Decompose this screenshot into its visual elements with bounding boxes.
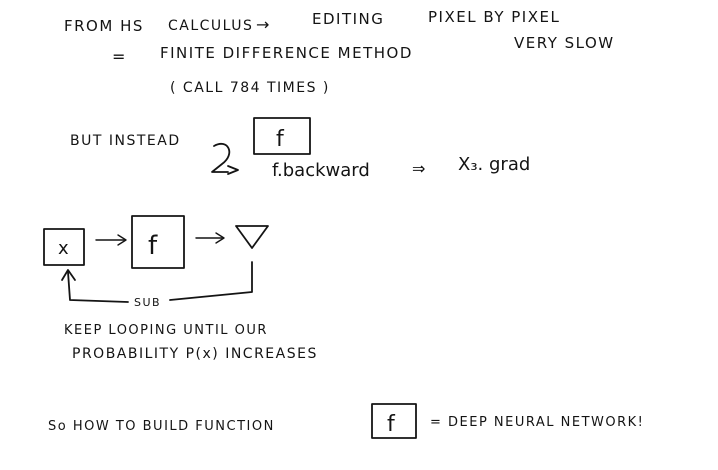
feedback-line-left: [68, 272, 128, 302]
deep-neural-network-text: = DEEP NEURAL NETWORK!: [430, 415, 645, 430]
x-box-label: x: [58, 238, 69, 259]
loop-diagram: [44, 216, 318, 362]
so-how-to-build-text: So HOW TO BUILD FUNCTION: [48, 419, 275, 434]
note-line-bottom: [48, 404, 644, 438]
calculus-text: CALCULUS: [168, 18, 254, 34]
f-box-bottom-label: f: [387, 412, 395, 437]
but-instead-text: BUT INSTEAD: [70, 133, 181, 149]
finite-difference-text: FINITE DIFFERENCE METHOD: [160, 44, 413, 62]
call-784-times-text: ( CALL 784 TIMES ): [170, 80, 330, 96]
note-line-2: [112, 34, 615, 66]
note-line-3: [170, 80, 330, 96]
curved-arrow-head-icon: [228, 166, 238, 174]
from-hs-text: FROM HS: [64, 17, 144, 35]
grad-text: X₃. grad: [458, 154, 531, 175]
sub-label: SUB: [134, 296, 162, 309]
very-slow-text: VERY SLOW: [514, 34, 615, 52]
pixel-by-pixel-text: PIXEL BY PIXEL: [428, 8, 561, 26]
editing-text: EDITING: [312, 10, 385, 28]
arrow-right-icon: →: [256, 15, 270, 34]
probability-increases-text: PROBABILITY P(x) INCREASES: [72, 346, 318, 362]
nabla-icon: [236, 226, 268, 248]
equals-sign: =: [112, 47, 126, 66]
f-box-top-label: f: [276, 127, 284, 152]
keep-looping-text: KEEP LOOPING UNTIL OUR: [64, 323, 268, 338]
f-box-loop: [132, 216, 184, 268]
note-line-4: [70, 118, 530, 181]
curved-arrow-icon: [212, 144, 229, 172]
f-box-loop-label: f: [148, 231, 158, 261]
f-backward-text: f.backward: [272, 160, 370, 181]
note-line-1: [64, 8, 560, 35]
implies-arrow-icon: ⇒: [412, 159, 426, 178]
